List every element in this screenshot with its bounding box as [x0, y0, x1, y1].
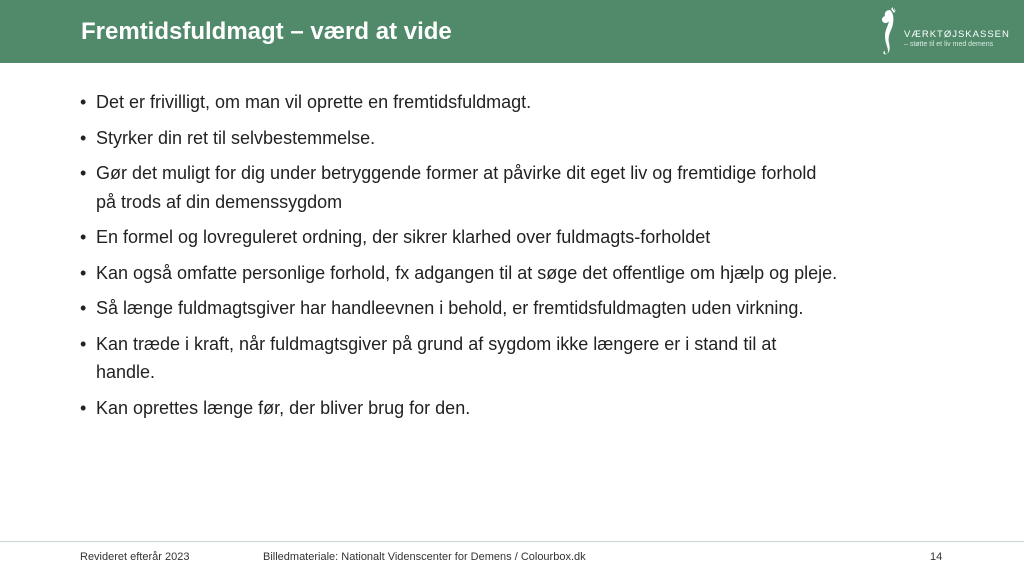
bullet-item: • Styrker din ret til selvbestemmelse. — [80, 124, 980, 153]
bullet-item: • Så længe fuldmagtsgiver har handleevnen i behold, er fremtidsfuldmagten uden virkning. — [80, 294, 980, 323]
page-number: 14 — [930, 551, 943, 563]
seahorse-icon — [876, 6, 902, 58]
vaerktojskassen-logo — [876, 6, 1016, 58]
bullet-item: • Kan oprettes længe før, der bliver brug for den. — [80, 394, 980, 423]
bullet-item: • Det er frivilligt, om man vil oprette en fremtidsfuldmagt. — [80, 88, 980, 117]
bullet-item: • Kan træde i kraft, når fuldmagtsgiver på grund af sygdom ikke længere er i stand til at handle. — [80, 330, 811, 387]
bullet-item: • Kan også omfatte personlige forhold, fx adgangen til at søge det offentlige om hjælp og pleje. — [80, 259, 841, 288]
logo-name: VÆRKTØJSKASSEN — [904, 29, 1010, 40]
footer-credits: Billedmateriale: Nationalt Videnscenter for Demens / Colourbox.dk — [263, 551, 586, 563]
logo-tagline: – støtte til et liv med demens — [904, 41, 994, 48]
footer-divider — [0, 541, 1024, 542]
footer-revised: Revideret efterår 2023 — [80, 551, 190, 563]
slide-title: Fremtidsfuldmagt – værd at vide — [81, 18, 452, 45]
bullet-item: • En formel og lovreguleret ordning, der sikrer klarhed over fuldmagts-forholdet — [80, 223, 980, 252]
bullet-item: • Gør det muligt for dig under betryggende former at påvirke dit eget liv og fremtidige forhold på trods af din demenssygdom — [80, 159, 841, 216]
bullet-list — [80, 88, 980, 429]
slide-header — [0, 0, 1024, 63]
